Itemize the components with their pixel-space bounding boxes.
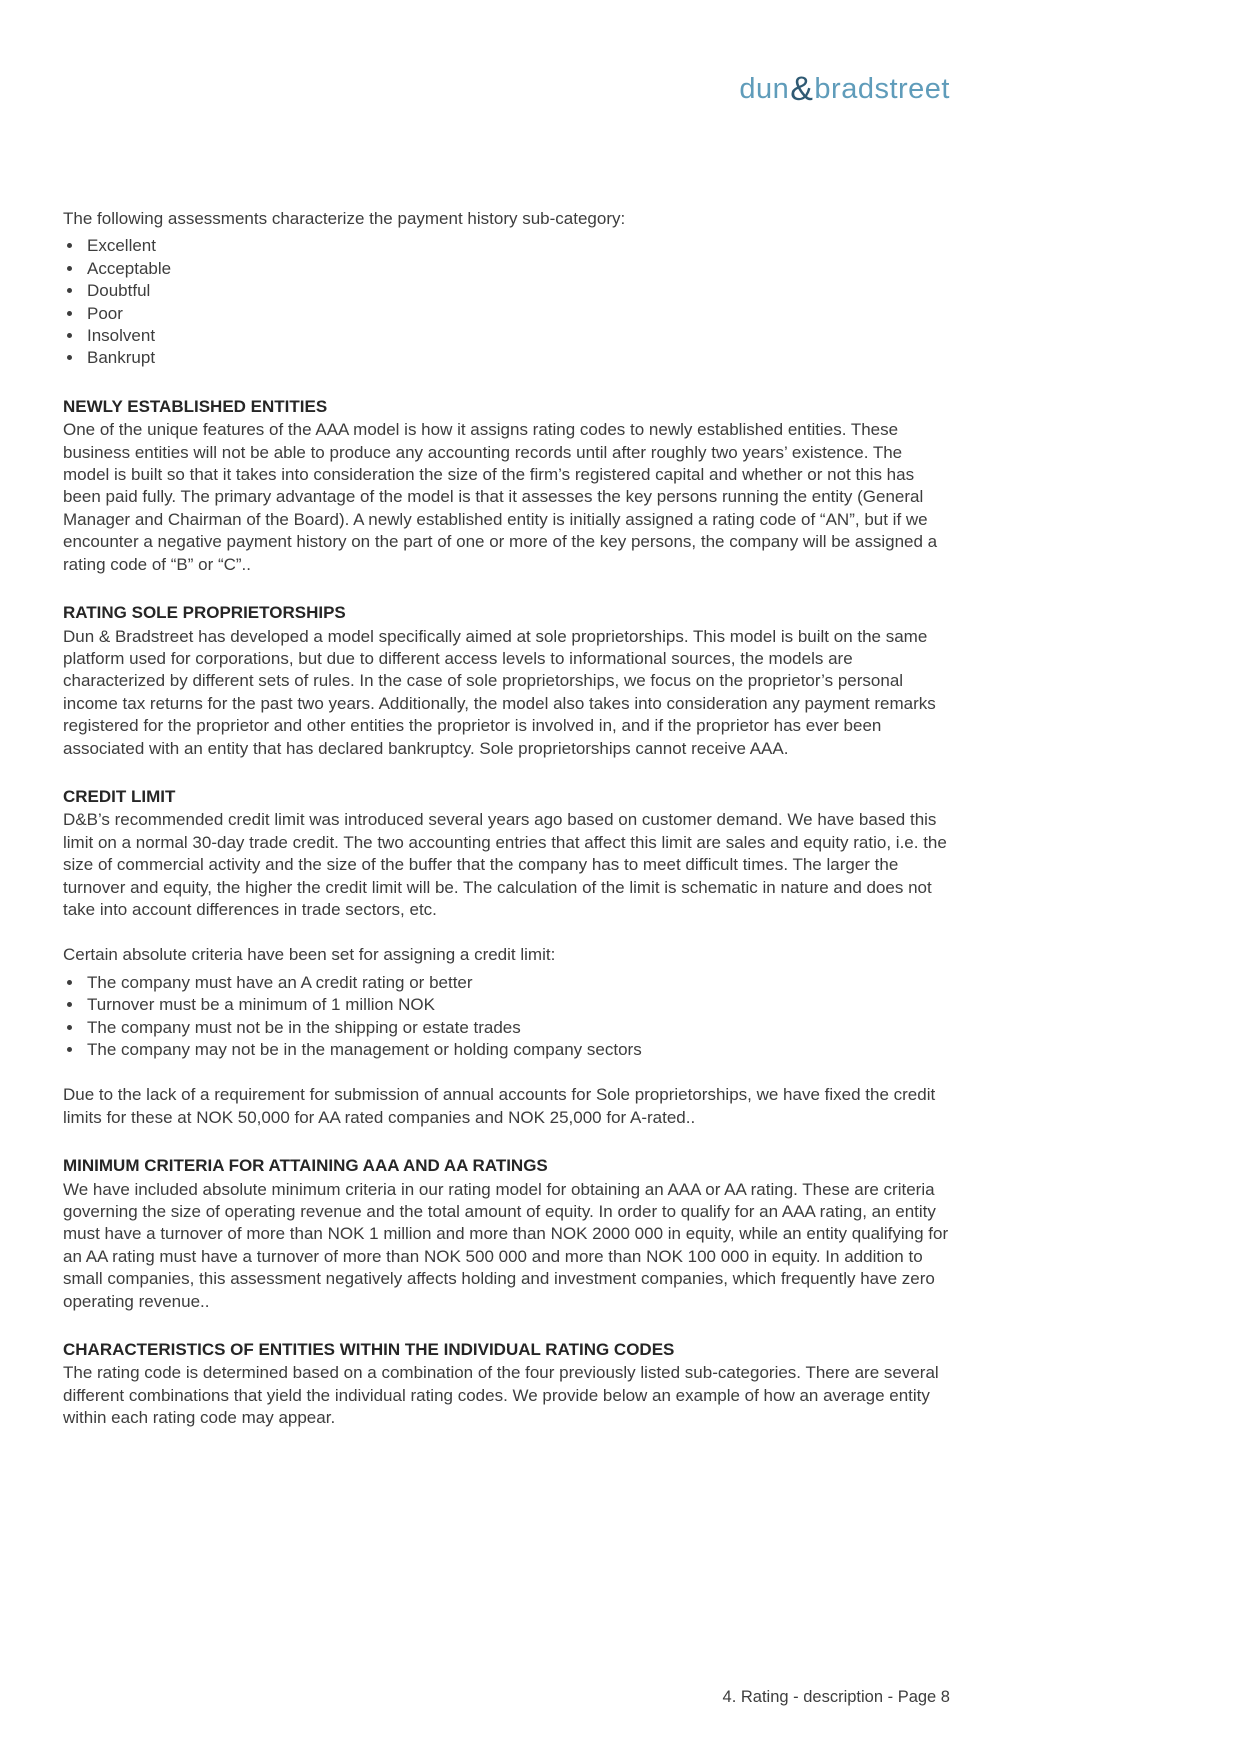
payment-history-list <box>63 235 952 369</box>
section-heading-characteristics: CHARACTERISTICS OF ENTITIES WITHIN THE INDIVIDUAL RATING CODES <box>63 1340 675 1360</box>
section-heading-credit-limit: CREDIT LIMIT <box>63 786 176 806</box>
list-item: • Insolvent <box>84 325 952 347</box>
dun-bradstreet-logo <box>739 70 950 108</box>
list-item: • The company must have an A credit rating or better <box>84 972 952 994</box>
list-item: • Bankrupt <box>84 347 952 369</box>
list-item: • Acceptable <box>84 258 952 280</box>
list-item: • Doubtful <box>84 280 952 302</box>
page-footer: 4. Rating - description - Page 8 <box>722 1688 950 1706</box>
logo-text-bradstreet: bradstreet <box>814 73 950 105</box>
logo-text-dun: dun <box>739 73 790 105</box>
list-item: • Turnover must be a minimum of 1 million NOK <box>84 994 952 1016</box>
credit-limit-criteria-list <box>63 972 952 1062</box>
list-item: • The company must not be in the shipping or estate trades <box>84 1017 952 1039</box>
credit-limit-criteria-lead: Certain absolute criteria have been set for assigning a credit limit: <box>63 945 556 965</box>
logo-ampersand-icon: & <box>790 70 814 108</box>
list-item: • The company may not be in the management or holding company sectors <box>84 1039 952 1061</box>
section-heading-sole-proprietorships: RATING SOLE PROPRIETORSHIPS <box>63 603 346 623</box>
section-body-characteristics: The rating code is determined based on a combination of the four previously listed sub-categories. There are several different combinations that yield the individual rating codes. We provide below an example of how an average entity within each rating code may appear. <box>63 1363 939 1428</box>
section-heading-newly-established: NEWLY ESTABLISHED ENTITIES <box>63 396 328 416</box>
list-item: • Poor <box>84 303 952 325</box>
section-body-sole-proprietorships: Dun & Bradstreet has developed a model specifically aimed at sole proprietorships. This model is built on the same platform used for corporations, but due to different access levels to informational sources, the models are characterized by different sets of rules. In the case of sole proprietorships, we focus on the proprietor’s personal income tax returns for the past two years. Additionally, the model also takes into consideration any payment remarks registered for the proprietor and other entities the proprietor is involved in, and if the proprietor has ever been associated with an entity that has declared bankruptcy. Sole proprietorships cannot receive AAA. <box>63 626 936 758</box>
list-item: • Excellent <box>84 235 952 257</box>
section-body-newly-established: One of the unique features of the AAA model is how it assigns rating codes to newly established entities. These business entities will not be able to produce any accounting records until after roughly two years’ existence. The model is built so that it takes into consideration the size of the firm’s registered capital and whether or not this has been paid fully. The primary advantage of the model is that it assesses the key persons running the entity (General Manager and Chairman of the Board). A newly established entity is initially assigned a rating code of “AN”, but if we encounter a negative payment history on the part of one or more of the key persons, the company will be assigned a rating code of “B” or “C”.. <box>63 420 938 574</box>
document-body <box>63 208 952 1430</box>
section-body-credit-limit: D&B’s recommended credit limit was introduced several years ago based on customer demand. We have based this limit on a normal 30-day trade credit. The two accounting entries that affect this limit are sales and equity ratio, i.e. the size of commercial activity and the size of the buffer that the company has to meet difficult times. The larger the turnover and equity, the higher the credit limit will be. The calculation of the limit is schematic in nature and does not take into account differences in trade sectors, etc. <box>63 810 947 919</box>
intro-lead: The following assessments characterize the payment history sub-category: <box>63 209 626 228</box>
section-heading-minimum-criteria: MINIMUM CRITERIA FOR ATTAINING AAA AND AA RATINGS <box>63 1156 548 1176</box>
credit-limit-note: Due to the lack of a requirement for submission of annual accounts for Sole proprietorships, we have fixed the credit limits for these at NOK 50,000 for AA rated companies and NOK 25,000 for A-rated.. <box>63 1085 936 1127</box>
section-body-minimum-criteria: We have included absolute minimum criteria in our rating model for obtaining an AAA or AA rating. These are criteria governing the size of operating revenue and the total amount of equity. In order to qualify for an AAA rating, an entity must have a turnover of more than NOK 1 million and more than NOK 2000 000 in equity, while an entity qualifying for an AA rating must have a turnover of more than NOK 500 000 and more than NOK 100 000 in equity. In addition to small companies, this assessment negatively affects holding and investment companies, which frequently have zero operating revenue.. <box>63 1179 949 1311</box>
